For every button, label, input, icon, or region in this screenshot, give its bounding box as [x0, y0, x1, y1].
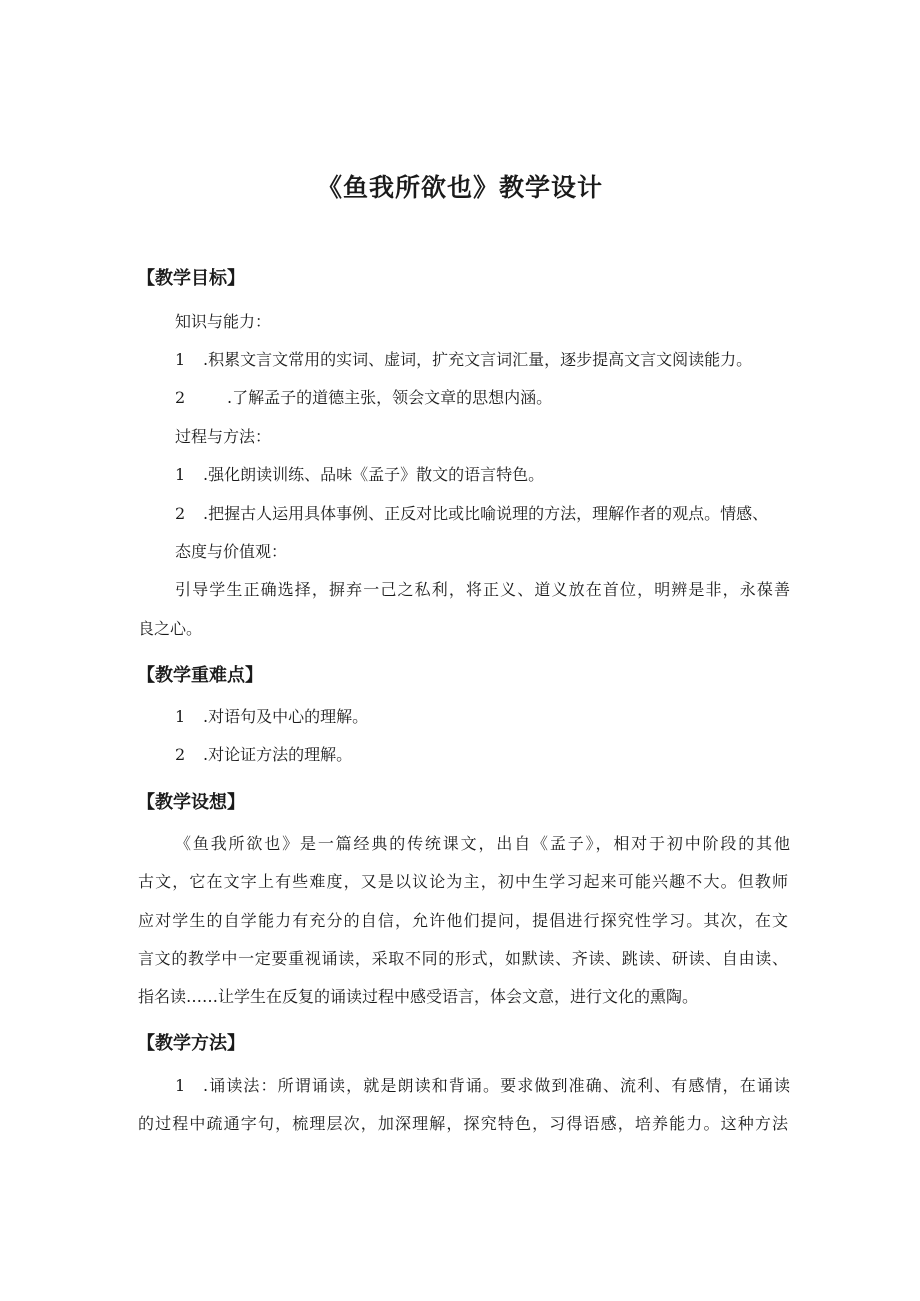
concept-line-3: 应对学生的自学能力有充分的自信，允许他们提问，提倡进行探究性学习。其次，在文	[138, 911, 788, 930]
list-number: 2	[175, 388, 186, 407]
list-item-text: .强化朗读训练、品味《孟子》散文的语言特色。	[203, 465, 545, 484]
list-item-text: .对语句及中心的理解。	[203, 707, 369, 726]
concept-line-1: 《鱼我所欲也》是一篇经典的传统课文，出自《孟子》，相对于初中阶段的其他	[175, 834, 790, 853]
concept-line-4: 言文的教学中一定要重视诵读，采取不同的形式，如默读、齐读、跳读、研读、自由读、	[138, 949, 788, 968]
list-item-text: .对论证方法的理解。	[203, 745, 353, 764]
list-number: 1	[175, 350, 186, 369]
list-item-text: .了解孟子的道德主张，领会文章的思想内涵。	[227, 388, 553, 407]
list-item-text: .把握古人运用具体事例、正反对比或比喻说理的方法，理解作者的观点。情感、	[203, 504, 769, 523]
concept-line-2: 古文，它在文字上有些难度，又是以议论为主，初中生学习起来可能兴趣不大。但教师	[138, 872, 788, 891]
method-item-1-line-2: 的过程中疏通字句，梳理层次，加深理解，探究特色，习得语感，培养能力。这种方法	[138, 1114, 788, 1133]
concept-line-5: 指名读……让学生在反复的诵读过程中感受语言，体会文意，进行文化的熏陶。	[138, 987, 699, 1006]
document-title: 《鱼我所欲也》教学设计	[316, 173, 603, 202]
knowledge-item-1	[175, 350, 790, 370]
list-item-text: .诵读法：所谓诵读，就是朗读和背诵。要求做到准确、流利、有感情，在诵读	[203, 1076, 790, 1095]
key-points-heading: 【教学重难点】	[137, 665, 263, 686]
attitude-line-2: 良之心。	[138, 619, 203, 638]
method-item-1-line-1	[175, 1076, 790, 1096]
key-point-item-1	[175, 707, 790, 727]
attitude-line-1: 引导学生正确选择，摒弃一己之私利，将正义、道义放在首位，明辨是非，永葆善	[175, 580, 790, 599]
process-label: 过程与方法：	[175, 427, 272, 446]
process-item-1	[175, 465, 790, 485]
list-number: 1	[175, 465, 186, 484]
objectives-heading: 【教学目标】	[137, 268, 245, 289]
attitude-label: 态度与价值观：	[175, 542, 288, 561]
list-number: 2	[175, 504, 186, 523]
key-point-item-2	[175, 745, 790, 765]
knowledge-label: 知识与能力：	[175, 312, 272, 331]
list-item-text: .积累文言文常用的实词、虚词，扩充文言词汇量，逐步提高文言文阅读能力。	[203, 350, 753, 369]
knowledge-item-2	[175, 388, 790, 408]
methods-heading: 【教学方法】	[137, 1033, 245, 1054]
list-number: 1	[175, 1076, 186, 1095]
concept-heading: 【教学设想】	[137, 792, 245, 813]
process-item-2	[175, 504, 790, 524]
list-number: 2	[175, 745, 186, 764]
list-number: 1	[175, 707, 186, 726]
